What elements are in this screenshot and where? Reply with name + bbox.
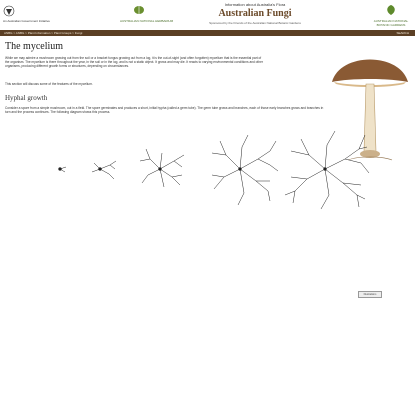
site-subtitle: Sponsored by the Friends of the Australian National Botanic Gardens — [209, 21, 301, 25]
crumb-2[interactable]: ANBG — [15, 31, 25, 35]
site-title-block — [170, 2, 340, 28]
herbarium-text: AUSTRALIAN NATIONAL HERBARIUM — [120, 19, 174, 23]
crumb-5[interactable]: Fungi — [74, 31, 83, 35]
gardens-text: AUSTRALIAN NATIONAL BOTANIC GARDENS — [373, 19, 409, 27]
search-link[interactable]: SEARCH — [396, 31, 409, 35]
crumb-4[interactable]: Plant Groups — [53, 31, 72, 35]
site-tagline: Information about Australia's Flora — [224, 2, 286, 7]
intro-paragraph: While we may admire a mushroom growing out from the soil or a bracket fungus growing out from a log, it is the out-of-sight (and often forgotten) mycelium that is the essential part of the organism. The mycelium is there throughout the year, in the soil or in the log, and is not a static object. It grows and may die. It reacts to varying environmental conditions and other organisms, producing different growth forms or structures, depending on circumstances. — [5, 56, 263, 68]
site-header — [0, 0, 415, 30]
gov-initiative-text: An Australian Government Initiative — [3, 19, 50, 23]
government-logo[interactable] — [3, 3, 63, 27]
crest-icon — [3, 5, 15, 18]
breadcrumb: ANBG > ANBG > Plant Information > Plant Groups > Fungi — [4, 31, 83, 35]
intro-paragraph-2: This section will discuss some of the features of the mycelium. — [5, 82, 93, 86]
site-title[interactable]: Australian Fungi — [218, 8, 292, 19]
breadcrumb-bar — [0, 30, 415, 36]
gardens-leaf-icon — [384, 4, 398, 16]
hyphal-growth-paragraph: Consider a spore from a simple mushroom, out in a field. The spore germinates and produces a short, initial hypha (called a germ tube). The germ tube grows and branches, each of those early branches grows and branches in turn and the process continues. The following diagram shows this process. — [5, 106, 324, 114]
illustrations-button[interactable]: Illustrations — [358, 291, 382, 298]
herbarium-leaf-icon — [132, 4, 146, 16]
hyphal-growth-diagram — [40, 124, 370, 214]
page-title: The mycelium — [5, 41, 64, 52]
hyphal-growth-heading: Hyphal growth — [5, 94, 48, 102]
herbarium-logo[interactable] — [120, 3, 174, 27]
botanic-gardens-logo[interactable] — [370, 3, 412, 27]
crumb-3[interactable]: Plant Information — [27, 31, 51, 35]
crumb-1[interactable]: ANBG — [4, 31, 13, 35]
